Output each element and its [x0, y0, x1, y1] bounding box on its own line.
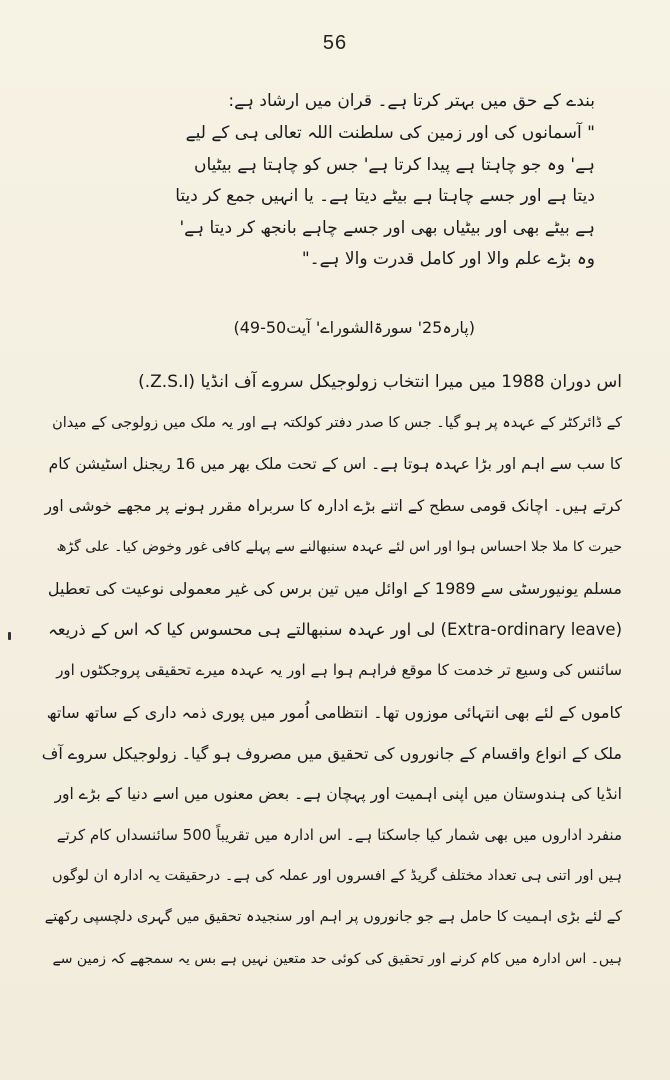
body-line: حیرت کا ملا جلا احساس ہوا اور اس لئے عہدہ سنبھالنے سے پہلے کافی غور وخوض کیا۔ علی گڑھ — [56, 538, 622, 555]
quran-quote — [95, 118, 595, 276]
body-line: ملک کے انواع واقسام کے جانوروں کی تحقیق میں مصروف ہو گیا۔ زولوجیکل سروے آف — [41, 743, 622, 763]
quote-line: ہے بیٹے بھی اور بیٹیاں بھی اور جسے چاہے بانجھ کر دیتا ہے' — [179, 217, 595, 238]
body-line: سائنس کی وسیع تر خدمت کا موقع فراہم ہوا ہے اور یہ عہدہ میرے تحقیقی پروجکٹوں اور — [56, 661, 622, 680]
body-line: مسلم یونیورسٹی سے 1989 کے اوائل میں تین برس کی غیر معمولی نوعیت کی تعطیل — [47, 578, 622, 598]
quote-line: وہ بڑے علم والا اور کامل قدرت والا ہے۔" — [301, 249, 595, 269]
body-line: کے ڈائرکٹر کے عہدہ پر ہو گیا۔ جس کا صدر دفتر کولکتہ ہے اور یہ ملک میں زولوجی کے میدان — [52, 415, 622, 432]
body-line: ہیں اور اتنی ہی تعداد مختلف گریڈ کے افسروں اور عملہ کی ہے۔ درحقیقت یہ ادارہ ان لوگوں — [51, 868, 622, 885]
body-line: (Extra-ordinary leave) لی اور عہدہ سنبھالتے ہی محسوس کیا کہ اس کے ذریعہ — [48, 620, 622, 640]
body-line: کے لئے بڑی اہمیت کا حامل ہے جو جانوروں پر اہم اور سنجیدہ تحقیق میں گہری دلچسپی رکھتے — [44, 909, 622, 926]
body-line: منفرد اداروں میں بھی شمار کیا جاسکتا ہے۔ اس ادارہ میں تقریباً 500 سائنسداں کام کرتے — [56, 826, 622, 845]
body-paragraph — [42, 362, 622, 980]
body-line: اس دوران 1988 میں میرا انتخاب زولوجیکل سروے آف انڈیا (Z.S.I.) — [138, 372, 622, 392]
intro-line: بندے کے حق میں بہتر کرتا ہے۔ قران میں ارشاد ہے: — [228, 91, 595, 111]
quote-line: دیتا ہے اور جسے چاہتا ہے بیٹے دیتا ہے۔ یا انہیں جمع کر دیتا — [175, 186, 595, 206]
quote-line: " آسمانوں کی اور زمین کی سلطنت اللہ تعالی ہی کے لیے — [185, 123, 595, 143]
body-line: کا سب سے اہم اور بڑا عہدہ ہوتا ہے۔ اس کے تحت ملک بھر میں 16 ریجنل اسٹیشن کام — [48, 455, 622, 474]
quote-line: ہے' وہ جو چاہتا ہے پیدا کرتا ہے' جس کو چاہتا ہے بیٹیاں — [194, 154, 595, 175]
body-line: کاموں کے لئے بھی انتہائی موزوں تھا۔ انتظامی اُمور میں پوری ذمہ داری کے ساتھ ساتھ — [46, 702, 622, 722]
body-line: ہیں۔ اس ادارہ میں کام کرنے اور تحقیق کی کوئی حد متعین نہیں ہے بس یہ سمجھے کہ زمین سے — [52, 950, 622, 967]
quote-reference: (پارہ25' سورۃالشوراے' آیت50-49) — [233, 318, 475, 337]
body-line: کرتے ہیں۔ اچانک قومی سطح کے اتنے بڑے ادارہ کا سربراہ مقرر ہونے پر مجھے خوشی اور — [44, 496, 622, 515]
page-number: 56 — [322, 32, 348, 54]
body-line: انڈیا کی ہندوستان میں اپنی اہمیت اور پہچان ہے۔ بعض معنوں میں اسے دنیا کے بڑے اور — [54, 784, 622, 803]
margin-mark — [8, 632, 11, 640]
